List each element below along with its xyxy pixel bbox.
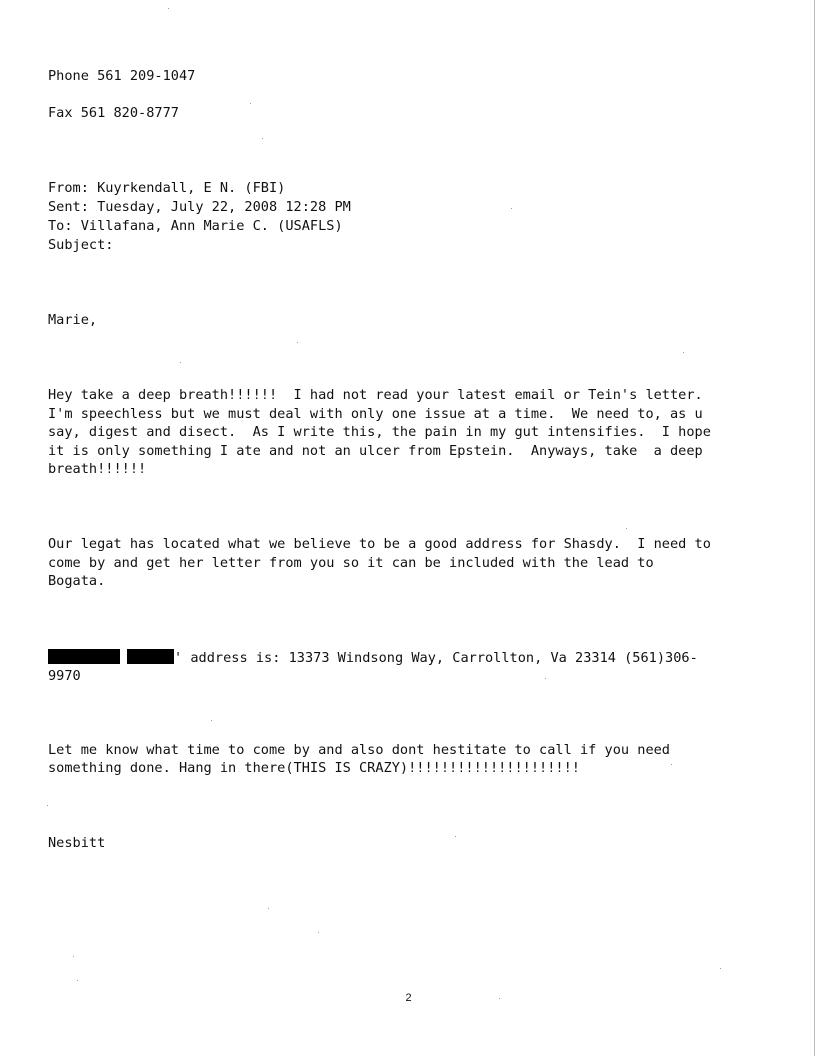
scan-edge-line bbox=[814, 0, 815, 1056]
scan-speck bbox=[262, 138, 263, 139]
from-line: From: Kuyrkendall, E N. (FBI) bbox=[48, 180, 286, 196]
scan-speck bbox=[47, 805, 48, 806]
paragraph-1-line: breath!!!!!! bbox=[48, 461, 147, 477]
phone-line: Phone 561 209-1047 bbox=[48, 68, 196, 84]
paragraph-1-line: it is only something I ate and not an ulcer from Epstein. Anyways, take a deep bbox=[48, 443, 703, 459]
scan-speck bbox=[77, 980, 78, 981]
paragraph-1-line: I'm speechless but we must deal with only one issue at a time. We need to, as u bbox=[48, 406, 703, 422]
address-text: ' address is: 13373 Windsong Way, Carrollton, Va 23314 (561)306- bbox=[174, 650, 698, 666]
paragraph-1-line: say, digest and disect. As I write this, the pain in my gut intensifies. I hope bbox=[48, 424, 711, 440]
scan-speck bbox=[250, 103, 251, 104]
scan-speck bbox=[318, 932, 319, 933]
signature: Nesbitt bbox=[48, 835, 106, 851]
address-line bbox=[48, 649, 698, 668]
scan-speck bbox=[73, 956, 74, 957]
scan-speck bbox=[268, 908, 269, 909]
paragraph-4-line: something done. Hang in there(THIS IS CRAZY)!!!!!!!!!!!!!!!!!!!!! bbox=[48, 760, 580, 776]
paragraph-1-line: Hey take a deep breath!!!!!! I had not read your latest email or Tein's letter. bbox=[48, 387, 703, 403]
scan-speck bbox=[180, 362, 181, 363]
scan-speck bbox=[499, 998, 500, 999]
address-line-continued: 9970 bbox=[48, 668, 81, 684]
paragraph-2-line: Bogata. bbox=[48, 573, 106, 589]
scan-speck bbox=[683, 352, 684, 353]
scan-speck bbox=[297, 342, 298, 343]
scan-speck bbox=[211, 720, 212, 721]
scan-speck bbox=[720, 968, 721, 969]
fax-line: Fax 561 820-8777 bbox=[48, 105, 179, 121]
redaction-box bbox=[127, 649, 174, 664]
paragraph-4-line: Let me know what time to come by and also dont hestitate to call if you need bbox=[48, 742, 670, 758]
redaction-box bbox=[48, 649, 120, 664]
subject-line: Subject: bbox=[48, 237, 114, 253]
scan-speck bbox=[455, 836, 456, 837]
page-number: 2 bbox=[405, 992, 412, 1004]
paragraph-2-line: come by and get her letter from you so it can be included with the lead to bbox=[48, 555, 654, 571]
paragraph-2-line: Our legat has located what we believe to be a good address for Shasdy. I need to bbox=[48, 536, 711, 552]
to-line: To: Villafana, Ann Marie C. (USAFLS) bbox=[48, 218, 343, 234]
scan-speck bbox=[626, 528, 627, 529]
scan-speck bbox=[671, 764, 672, 765]
sent-line: Sent: Tuesday, July 22, 2008 12:28 PM bbox=[48, 199, 351, 215]
salutation: Marie, bbox=[48, 312, 98, 328]
scan-speck bbox=[511, 208, 512, 209]
scan-speck bbox=[168, 8, 169, 9]
scan-speck bbox=[545, 678, 546, 679]
